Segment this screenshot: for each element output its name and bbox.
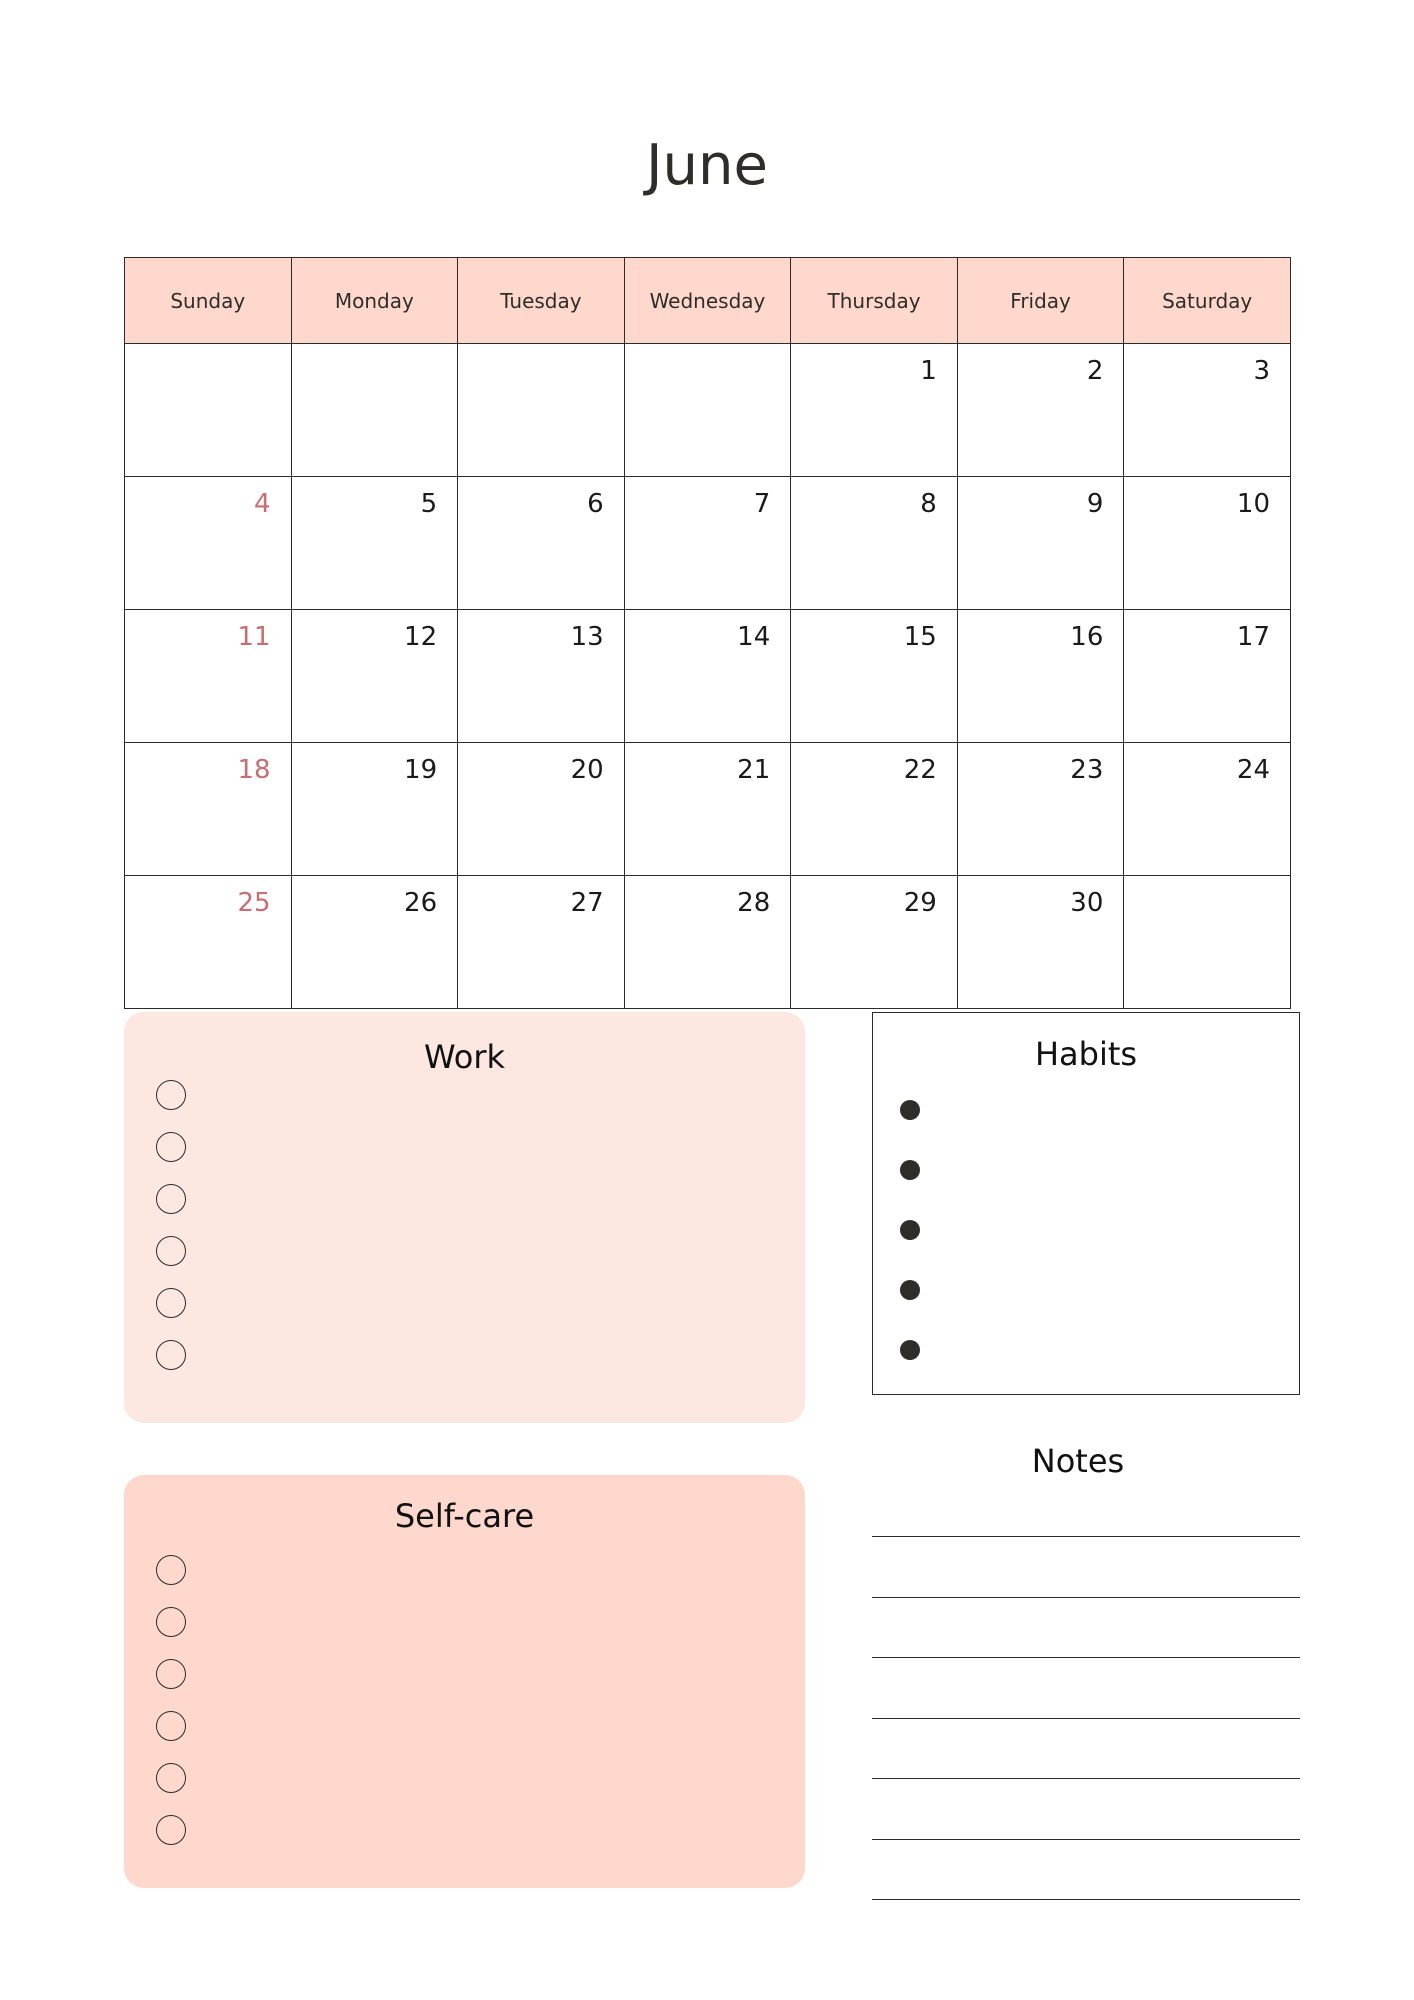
calendar-day-cell[interactable]: 20 bbox=[458, 743, 625, 876]
calendar-day-cell[interactable]: 8 bbox=[791, 477, 958, 610]
habit-bullet-icon bbox=[900, 1340, 920, 1360]
weekday-header: Saturday bbox=[1124, 258, 1291, 344]
notes-title: Notes bbox=[1031, 1442, 1125, 1480]
calendar-day-cell[interactable]: 19 bbox=[291, 743, 458, 876]
calendar-day-cell[interactable]: 29 bbox=[791, 876, 958, 1009]
work-checkbox-circle[interactable] bbox=[156, 1236, 186, 1266]
habit-bullet-icon bbox=[900, 1280, 920, 1300]
work-panel bbox=[124, 1012, 805, 1423]
calendar-day-cell[interactable]: 27 bbox=[458, 876, 625, 1009]
calendar-day-cell[interactable]: 21 bbox=[624, 743, 791, 876]
calendar-day-cell[interactable]: 2 bbox=[957, 344, 1124, 477]
work-checkbox-circle[interactable] bbox=[156, 1288, 186, 1318]
work-checkbox-circle[interactable] bbox=[156, 1132, 186, 1162]
calendar-day-cell[interactable]: 3 bbox=[1124, 344, 1291, 477]
selfcare-checklist bbox=[156, 1555, 186, 1867]
calendar-body bbox=[125, 344, 1291, 1009]
calendar-day-cell[interactable]: 25 bbox=[125, 876, 292, 1009]
weekday-header: Friday bbox=[957, 258, 1124, 344]
work-checklist bbox=[156, 1080, 186, 1392]
calendar-grid bbox=[124, 257, 1291, 1009]
weekday-header: Tuesday bbox=[458, 258, 625, 344]
calendar-day-cell[interactable]: 30 bbox=[957, 876, 1124, 1009]
calendar-day-cell[interactable] bbox=[1124, 876, 1291, 1009]
calendar-day-cell[interactable]: 15 bbox=[791, 610, 958, 743]
calendar-day-cell[interactable] bbox=[624, 344, 791, 477]
calendar-day-cell[interactable]: 13 bbox=[458, 610, 625, 743]
habits-panel bbox=[872, 1012, 1300, 1395]
weekday-header: Monday bbox=[291, 258, 458, 344]
calendar-day-cell[interactable]: 1 bbox=[791, 344, 958, 477]
habit-bullet-icon bbox=[900, 1160, 920, 1180]
note-line[interactable] bbox=[872, 1657, 1300, 1658]
note-line[interactable] bbox=[872, 1778, 1300, 1779]
weekday-header: Sunday bbox=[125, 258, 292, 344]
calendar-day-cell[interactable]: 4 bbox=[125, 477, 292, 610]
habit-bullet-icon bbox=[900, 1220, 920, 1240]
note-line[interactable] bbox=[872, 1839, 1300, 1840]
calendar-day-cell[interactable]: 6 bbox=[458, 477, 625, 610]
note-line[interactable] bbox=[872, 1718, 1300, 1719]
calendar-week-row bbox=[125, 743, 1291, 876]
selfcare-checkbox-circle[interactable] bbox=[156, 1763, 186, 1793]
selfcare-title: Self-care bbox=[394, 1497, 535, 1535]
selfcare-checkbox-circle[interactable] bbox=[156, 1607, 186, 1637]
calendar-day-cell[interactable]: 7 bbox=[624, 477, 791, 610]
selfcare-checkbox-circle[interactable] bbox=[156, 1711, 186, 1741]
calendar-day-cell[interactable]: 24 bbox=[1124, 743, 1291, 876]
calendar-week-row bbox=[125, 610, 1291, 743]
work-checkbox-circle[interactable] bbox=[156, 1340, 186, 1370]
selfcare-checkbox-circle[interactable] bbox=[156, 1659, 186, 1689]
habit-bullet-icon bbox=[900, 1100, 920, 1120]
calendar-week-row bbox=[125, 876, 1291, 1009]
calendar-day-cell[interactable] bbox=[291, 344, 458, 477]
weekday-header: Wednesday bbox=[624, 258, 791, 344]
calendar-day-cell[interactable] bbox=[125, 344, 292, 477]
calendar-day-cell[interactable]: 28 bbox=[624, 876, 791, 1009]
calendar-day-cell[interactable]: 16 bbox=[957, 610, 1124, 743]
calendar-day-cell[interactable]: 9 bbox=[957, 477, 1124, 610]
calendar-day-cell[interactable]: 26 bbox=[291, 876, 458, 1009]
selfcare-panel bbox=[124, 1475, 805, 1888]
month-title: June bbox=[646, 133, 768, 198]
work-checkbox-circle[interactable] bbox=[156, 1080, 186, 1110]
weekday-header: Thursday bbox=[791, 258, 958, 344]
work-checkbox-circle[interactable] bbox=[156, 1184, 186, 1214]
calendar-day-cell[interactable]: 23 bbox=[957, 743, 1124, 876]
habits-title: Habits bbox=[1034, 1035, 1138, 1073]
calendar-week-row bbox=[125, 344, 1291, 477]
selfcare-checkbox-circle[interactable] bbox=[156, 1555, 186, 1585]
note-line[interactable] bbox=[872, 1597, 1300, 1598]
calendar-day-cell[interactable]: 12 bbox=[291, 610, 458, 743]
calendar-day-cell[interactable]: 18 bbox=[125, 743, 292, 876]
habits-list bbox=[900, 1100, 920, 1400]
calendar-week-row bbox=[125, 477, 1291, 610]
note-line[interactable] bbox=[872, 1536, 1300, 1537]
calendar-day-cell[interactable]: 14 bbox=[624, 610, 791, 743]
selfcare-checkbox-circle[interactable] bbox=[156, 1815, 186, 1845]
note-line[interactable] bbox=[872, 1899, 1300, 1900]
calendar-day-cell[interactable]: 22 bbox=[791, 743, 958, 876]
work-title: Work bbox=[423, 1038, 506, 1076]
calendar-day-cell[interactable]: 5 bbox=[291, 477, 458, 610]
calendar-day-cell[interactable] bbox=[458, 344, 625, 477]
calendar-day-cell[interactable]: 17 bbox=[1124, 610, 1291, 743]
calendar-day-cell[interactable]: 10 bbox=[1124, 477, 1291, 610]
calendar-day-cell[interactable]: 11 bbox=[125, 610, 292, 743]
